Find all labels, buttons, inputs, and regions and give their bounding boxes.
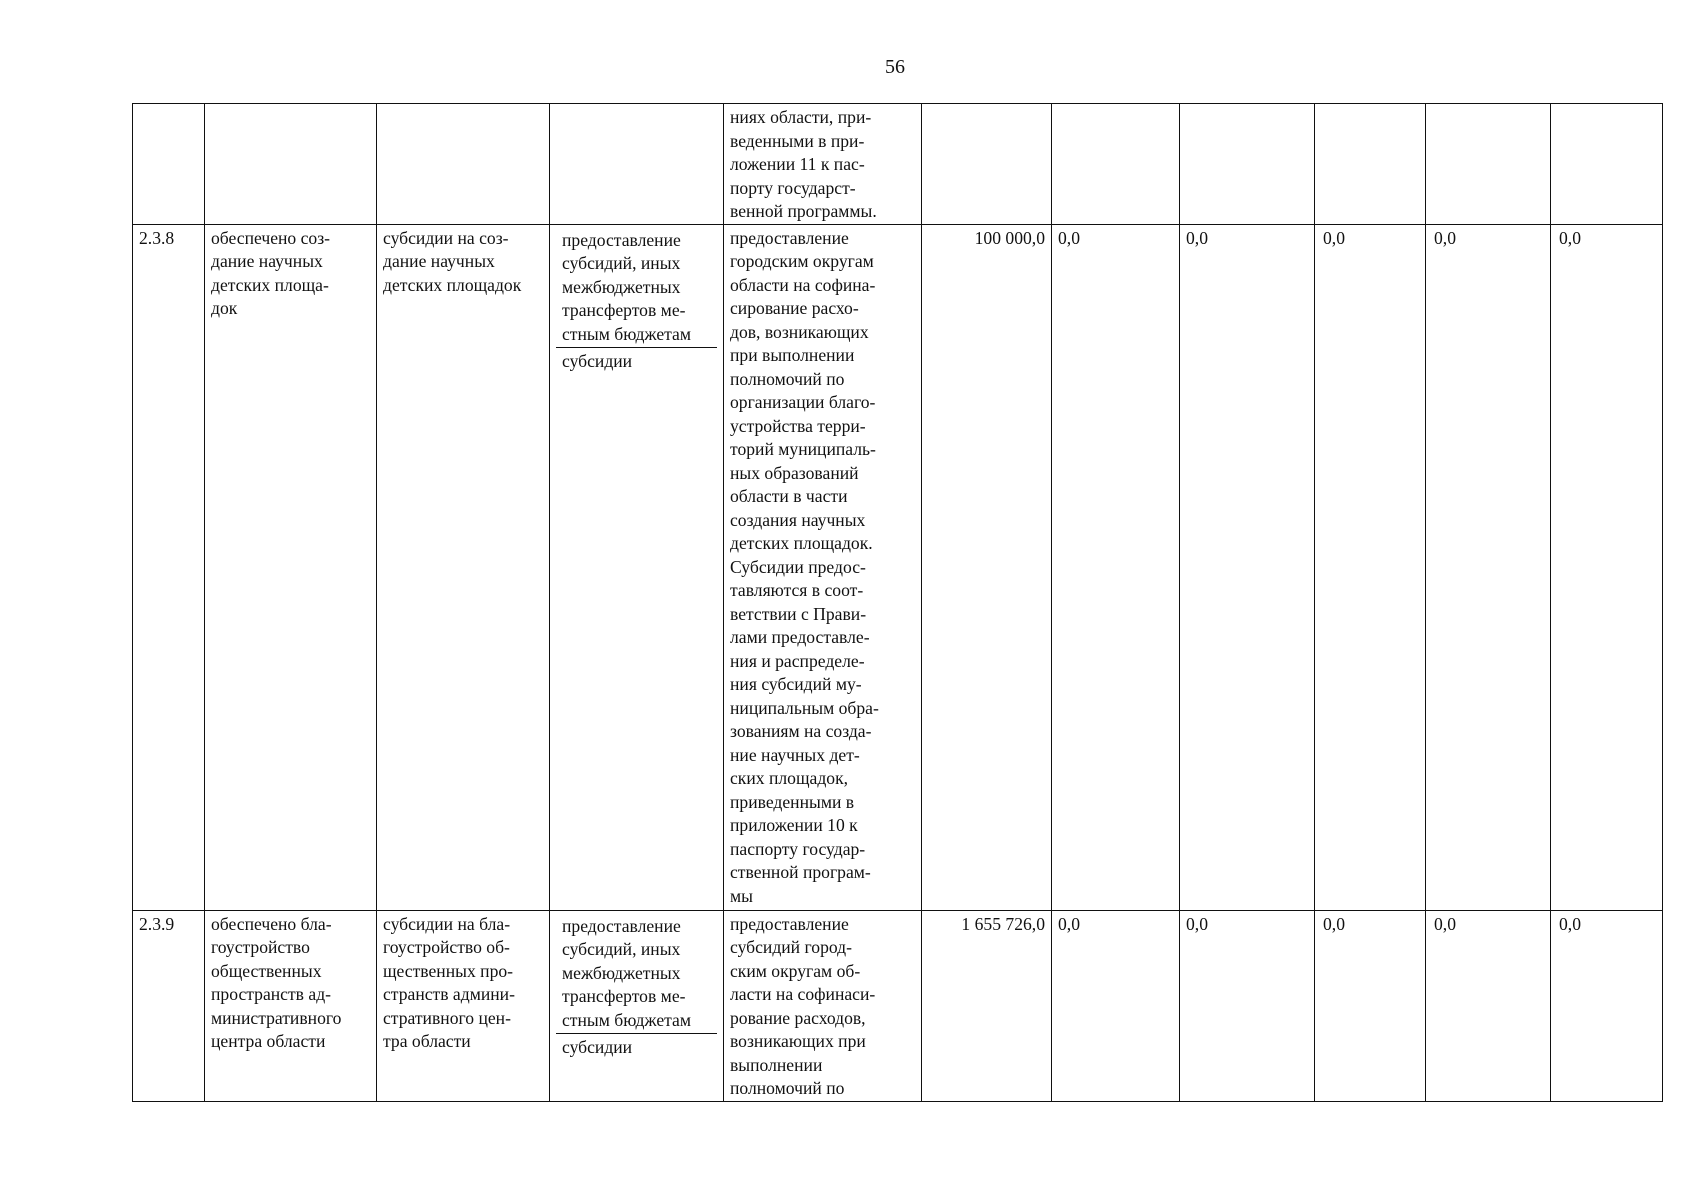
event-cell [377,104,550,225]
value-cell-3: 0,0 [1315,910,1426,1101]
row-number-cell: 2.3.9 [133,910,205,1101]
program-table [132,103,1663,1102]
table-row [133,104,1663,225]
event-cell: субсидии на соз- дание научных детских площадок [377,224,550,910]
row-number-cell [133,104,205,225]
value-cell-1 [1052,104,1180,225]
mechanism-cell [550,104,724,225]
description-cell: предоставление городским округам области на софина- сирование расхо- дов, возникающих при выполнении полномочий по организации благо- устройства терри- торий муниципаль- ных образований области в части создания научных детских площадок. Субсидии предос- тавляются в соот- ветствии с Прави- лами предоставле- ния и распределе- ния субсидий му- ниципальным обра- зованиям на созда- ние научных дет- ских площадок, приведенными в приложении 10 к паспорту государ- ственной програм- мы [724,224,922,910]
value-cell-4: 0,0 [1426,224,1551,910]
value-cell-2: 0,0 [1180,910,1315,1101]
value-cell-1: 0,0 [1052,224,1180,910]
value-cell-4: 0,0 [1426,910,1551,1101]
description-cell: ниях области, при- веденными в при- ложении 11 к пас- порту государст- венной программы. [724,104,922,225]
value-cell-3: 0,0 [1315,224,1426,910]
mechanism-subsidy-text: субсидии [562,351,633,371]
value-cell-1: 0,0 [1052,910,1180,1101]
value-cell-5: 0,0 [1551,910,1663,1101]
description-cell: предоставление субсидий город- ским округам об- ласти на софинаси- рование расходов, возникающих при выполнении полномочий по [724,910,922,1101]
row-number-cell: 2.3.8 [133,224,205,910]
value-cell-2: 0,0 [1180,224,1315,910]
value-cell-3 [1315,104,1426,225]
mechanism-transfer-text: предоставление субсидий, иных межбюджетных трансфертов ме- стным бюджетам [556,227,717,349]
result-cell: обеспечено бла- гоустройство общественных пространств ад- министративного центра области [205,910,377,1101]
result-cell: обеспечено соз- дание научных детских площа- док [205,224,377,910]
table-row [133,224,1663,910]
table-row [133,910,1663,1101]
amount-cell [922,104,1052,225]
mechanism-transfer-text: предоставление субсидий, иных межбюджетных трансфертов ме- стным бюджетам [556,913,717,1035]
mechanism-cell [550,224,724,910]
value-cell-5: 0,0 [1551,224,1663,910]
amount-cell: 1 655 726,0 [922,910,1052,1101]
mechanism-subsidy-text: субсидии [562,1037,633,1057]
page-number: 56 [885,56,905,78]
event-cell: субсидии на бла- гоустройство об- щественных про- странств админи- стративного цен- тра области [377,910,550,1101]
value-cell-2 [1180,104,1315,225]
result-cell [205,104,377,225]
value-cell-4 [1426,104,1551,225]
value-cell-5 [1551,104,1663,225]
amount-cell: 100 000,0 [922,224,1052,910]
mechanism-cell [550,910,724,1101]
